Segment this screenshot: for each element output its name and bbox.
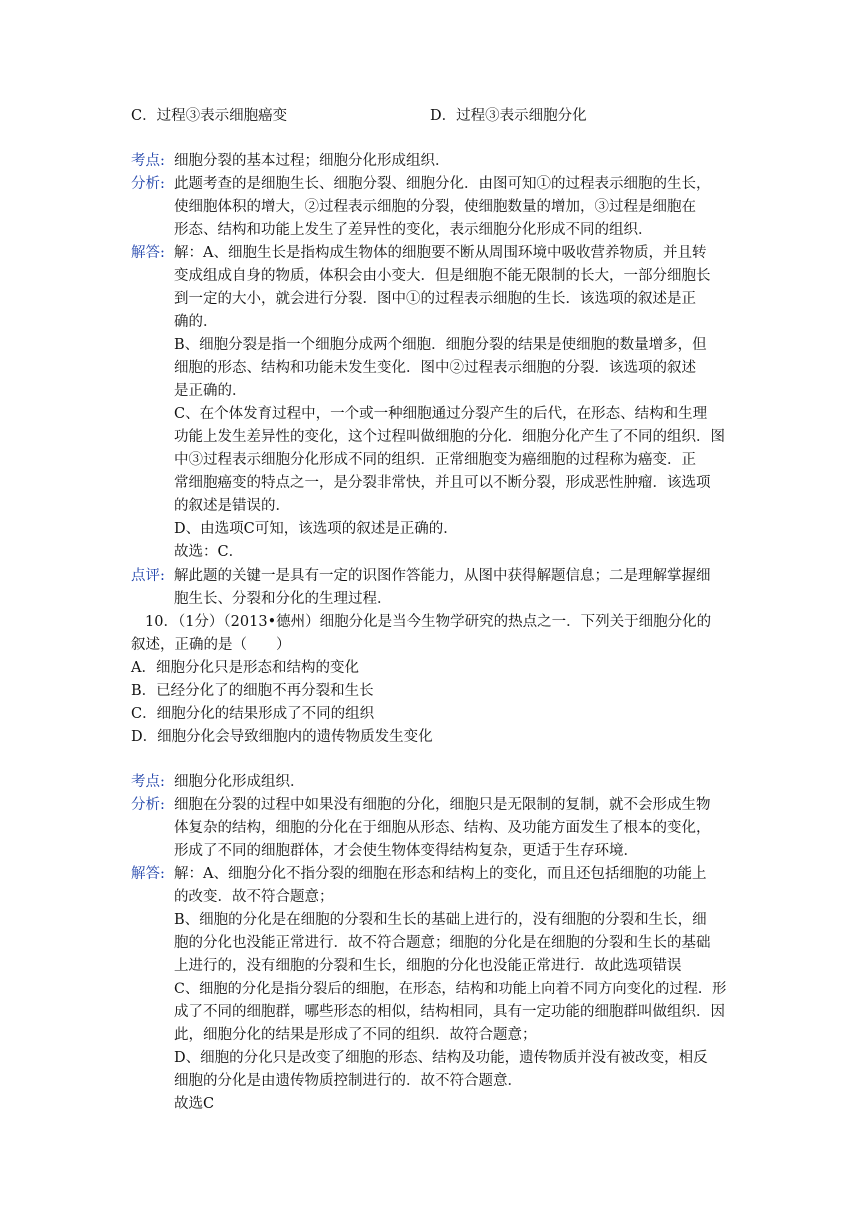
jieda-line: 故选C [174,1096,215,1112]
fenxi-line: 体复杂的结构，细胞的分化在于细胞从形态、结构、及功能方面发生了根本的变化， [174,820,711,836]
jieda-line: 功能上发生差异性的变化，这个过程叫做细胞的分化．细胞分化产生了不同的组织．图 [174,429,725,445]
option-c: C．过程③表示细胞癌变 [131,108,288,124]
fenxi-line: 使细胞体积的增大，②过程表示细胞的分裂，使细胞数量的增加，③过程是细胞在 [174,199,696,215]
fenxi-line: 细胞在分裂的过程中如果没有细胞的分化，细胞只是无限制的复制，就不会形成生物 [174,797,711,813]
kaodian-label: 考点: [131,774,165,790]
dianping-label: 点评: [131,568,165,584]
jieda-line: 的叙述是错误的． [174,498,290,514]
jieda-line: 到一定的大小，就会进行分裂．图中①的过程表示细胞的生长．该选项的叙述是正 [174,291,696,307]
jieda-line: D、细胞的分化只是改变了细胞的形态、结构及功能，遗传物质并没有被改变，相反 [174,1050,708,1066]
jieda-line: 胞的分化也没能正常进行．故不符合题意；细胞的分化是在细胞的分裂和生长的基础 [174,935,711,951]
jieda-line: 上进行的，没有细胞的分裂和生长，细胞的分化也没能正常进行．故此选项错误 [174,958,682,974]
jieda-line: B、细胞分裂是指一个细胞分成两个细胞．细胞分裂的结果是使细胞的数量增多，但 [174,337,707,353]
jieda-line: 此，细胞分化的结果是形成了不同的组织．故符合题意； [174,1027,537,1043]
jieda-line: 是正确的． [174,383,247,399]
jieda-line: 中③过程表示细胞分化形成不同的组织．正常细胞变为癌细胞的过程称为癌变．正 [174,452,696,468]
option-d: D．细胞分化会导致细胞内的遗传物质发生变化 [131,729,433,745]
dianping-line: 胞生长、分裂和分化的生理过程． [174,591,392,607]
jieda-line: C、细胞的分化是指分裂后的细胞，在形态，结构和功能上向着不同方向变化的过程．形 [174,981,727,997]
fenxi-line: 形态、结构和功能上发生了差异性的变化，表示细胞分化形成不同的组织． [174,222,653,238]
jieda-line: C、在个体发育过程中，一个或一种细胞通过分裂产生的后代，在形态、结构和生理 [174,406,708,422]
fenxi-label: 分析: [131,176,165,192]
jieda-line: D、由选项C可知，该选项的叙述是正确的． [174,521,458,537]
jieda-line: 解：A、细胞分化不指分裂的细胞在形态和结构上的变化，而且还包括细胞的功能上 [174,866,707,882]
jieda-line: 解：A、细胞生长是指构成生物体的细胞要不断从周围环境中吸收营养物质，并且转 [174,245,707,261]
jieda-label: 解答: [131,866,165,882]
jieda-line: 故选：C． [174,544,244,560]
jieda-line: 细胞的分化是由遗传物质控制进行的．故不符合题意． [174,1073,522,1089]
option-d: D．过程③表示细胞分化 [430,108,587,124]
option-b: B．已经分化了的细胞不再分裂和生长 [131,683,374,699]
kaodian-text: 细胞分化形成组织． [174,774,305,790]
fenxi-line: 此题考查的是细胞生长、细胞分裂、细胞分化．由图可知①的过程表示细胞的生长， [174,176,711,192]
jieda-line: 的改变．故不符合题意； [174,889,334,905]
jieda-line: 细胞的形态、结构和功能未发生变化．图中②过程表示细胞的分裂．该选项的叙述 [174,360,696,376]
dianping-line: 解此题的关键一是具有一定的识图作答能力，从图中获得解题信息；二是理解掌握细 [174,568,711,584]
option-a: A．细胞分化只是形态和结构的变化 [131,660,359,676]
jieda-label: 解答: [131,245,165,261]
fenxi-label: 分析: [131,797,165,813]
jieda-line: 变成组成自身的物质，体积会由小变大．但是细胞不能无限制的长大，一部分细胞长 [174,268,711,284]
jieda-line: 成了不同的细胞群，哪些形态的相似，结构相同，具有一定功能的细胞群叫做组织．因 [174,1004,725,1020]
kaodian-text: 细胞分裂的基本过程；细胞分化形成组织． [174,153,450,169]
option-c: C．细胞分化的结果形成了不同的组织 [131,706,375,722]
jieda-line: 常细胞癌变的特点之一，是分裂非常快，并且可以不断分裂，形成恶性肿瘤．该选项 [174,475,711,491]
question-10-stem: 10．（1分）（2013•德州）细胞分化是当今生物学研究的热点之一．下列关于细胞分化的 [145,614,712,630]
jieda-line: 确的． [174,314,218,330]
question-10-stem: 叙述，正确的是（ ） [131,637,291,653]
jieda-line: B、细胞的分化是在细胞的分裂和生长的基础上进行的，没有细胞的分裂和生长，细 [174,912,707,928]
kaodian-label: 考点: [131,153,165,169]
fenxi-line: 形成了不同的细胞群体，才会使生物体变得结构复杂，更适于生存环境． [174,843,638,859]
